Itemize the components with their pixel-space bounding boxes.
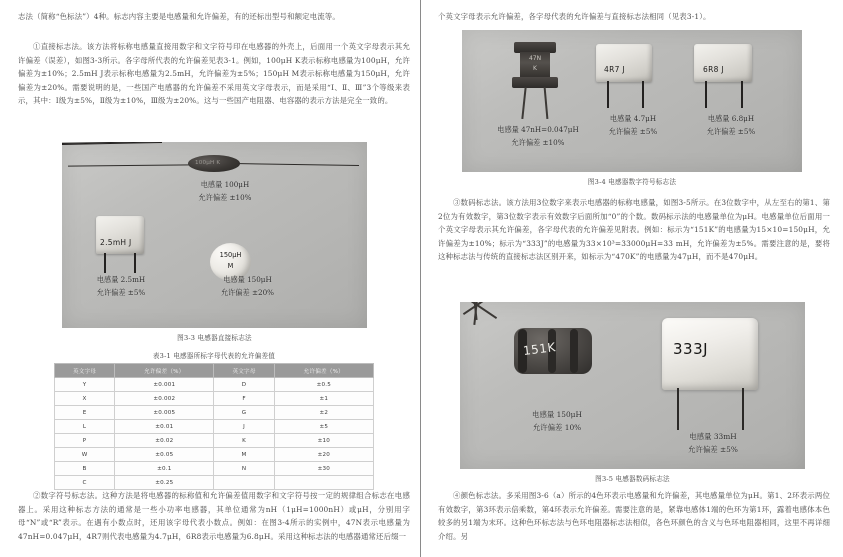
table-row: [55, 406, 374, 420]
table-cell: D: [214, 378, 274, 392]
table-header-cell: 英文字母: [55, 364, 115, 378]
table-cell: ±2: [274, 406, 373, 420]
table-cell: X: [55, 392, 115, 406]
inductor-47n-label-line1: 电感量 47nH=0.047μH: [497, 125, 579, 134]
inductor-150uh-label-line1: 电感量 150μH: [223, 275, 272, 284]
table-cell: F: [214, 392, 274, 406]
table-3-1: [54, 350, 374, 490]
figure-3-5-photo: [460, 302, 805, 469]
inductor-axial-100uh-print: 100μH K: [195, 160, 221, 166]
table-cell: ±0.1: [115, 462, 214, 476]
figure-3-3-caption: 图3-3 电感器直接标志法: [177, 334, 252, 342]
table-cell: K: [214, 434, 274, 448]
drum-flange-bottom: [512, 77, 558, 88]
tolerance-table: [54, 363, 374, 490]
inductor-block-pin-right: [134, 253, 136, 273]
left-paragraph-2: ①直接标志法。该方法将标称电感量直接用数字和文字符号印在电感器的外壳上，后面用一个英文字母表示其允许偏差（误差），如图3-3所示。各字母所代表的允许偏差见表3-1。例如，100μH K表示标称电感量为100μH，允许偏差为±10%；2.5mH J表示标称电感量为2.5mH，允许偏差为±5%；150μH M表示标称电感量为150μH，允许偏差为±20%。需要说明的是，一些国产电感器的允许偏差不采用英文字母表示，而是采用“Ⅰ、Ⅱ、Ⅲ”3个等级来表示，其中：Ⅰ级为±5%，Ⅱ级为±10%，Ⅲ级为±20%。这与一些国产电阻器、电容器的表示方法是完全一致的。: [18, 42, 410, 106]
block-4r7-pin-left: [607, 81, 609, 108]
figure-3-5: [460, 302, 805, 483]
table-cell: ±0.005: [115, 406, 214, 420]
table-row: [55, 462, 374, 476]
right-paragraph-2: ③数码标志法。该方法用3位数字来表示电感器的标称电感量，如图3-5所示。在3位数字中，从左至右的第1、第2位为有效数字，第3位数字表示有效数字后面所加“0”的个数。数码标示法的电感量单位为μH。电感量单位后面用一个英文字母表示其允许偏差，各字母代表的允许偏差见附表。例如：标示为“151K”的电感量为15×10=150μH，允许偏差为±10%；标示为“333J”的电感量为33×10³=33000μH=33 mH，允许偏差为±5%。需要注意的是，要将这种标志法与传统的直接标志法区别开来，如标示为“470K”的电感量为47μH，而不是470μH。: [438, 198, 830, 262]
table-cell: E: [55, 406, 115, 420]
inductor-100uh-label-line2: 允许偏差 ±10%: [198, 193, 252, 202]
axial-lead-left: [68, 164, 193, 166]
table-cell: N: [214, 462, 274, 476]
table-cell: ±0.001: [115, 378, 214, 392]
figure-3-5-caption: 图3-5 电感器数码标志法: [595, 475, 670, 483]
inductor-block-2-5mh: [96, 216, 144, 254]
color-band-3: [570, 329, 578, 373]
column-divider: [420, 0, 421, 557]
table-cell: G: [214, 406, 274, 420]
inductor-cyl-150uh-print-1: 150μH: [219, 251, 242, 259]
table-cell: W: [55, 448, 115, 462]
left-paragraph-3: ②数字符号标志法。这种方法是将电感器的标称值和允许偏差值用数字和文字符号按一定的规律组合标志在电感器上。采用这种标志方法的通常是一些小功率电感器，其单位通常为nH（1μH=1000nH）或μH，分别用字母“N”或“R”表示。在遇有小数点时，还用该字母代表小数点。例如：在图3-4所示的实例中，47N表示电感量为47nH=0.047μH，4R7则代表电感量为4.7μH，6R8表示电感量为6.8μH。采用这种标志法的电感器通常还后缀一: [18, 491, 410, 541]
inductor-333j-label-line2: 允许偏差 ±5%: [688, 445, 738, 454]
figure-3-3: [62, 142, 367, 342]
table-cell: J: [214, 420, 274, 434]
table-cell: ±0.5: [274, 378, 373, 392]
block-4r7-pin-right: [642, 81, 644, 108]
table-cell: M: [214, 448, 274, 462]
inductor-150uh-label-line2: 允许偏差 ±20%: [220, 288, 275, 297]
inductor-4r7-label-line2: 允许偏差 ±5%: [608, 127, 658, 136]
inductor-6r8-label-line2: 允许偏差 ±5%: [706, 127, 756, 136]
table-cell: ±0.002: [115, 392, 214, 406]
inductor-151k-label-line2: 允许偏差 10%: [532, 423, 582, 432]
inductor-47n-print-2: K: [533, 65, 537, 72]
table-cell: ±1: [274, 392, 373, 406]
inductor-block-333j: [662, 318, 758, 390]
figure-3-4-photo: [462, 30, 802, 172]
table-row: [55, 476, 374, 490]
inductor-2-5mh-label-line2: 允许偏差 ±5%: [96, 288, 146, 297]
inductor-333j-print: 333J: [673, 340, 709, 358]
figure-3-4: [462, 30, 802, 186]
table-header-cell: 允许偏差（%）: [115, 364, 214, 378]
table-cell: L: [55, 420, 115, 434]
drum-winding: [520, 52, 550, 78]
inductor-6r8-print: 6R8 J: [703, 65, 724, 74]
table-cell: P: [55, 434, 115, 448]
inductor-151k-print: 151K: [522, 340, 557, 358]
right-paragraph-3: ④颜色标志法。多采用图3-6（a）所示的4色环表示电感量和允许偏差，其电感量单位为μH。第1、2环表示两位有效数字，第3环表示倍乘数，第4环表示允许偏差。需要注意的是，紧靠电感体1端的色环为第1环，露着电感体本色较多的另1端为末环。这种色环标志法与色环电阻器标志法相似，各色环颜色的含义与色环电阻器相同，这里不再详细介绍。另: [438, 491, 830, 541]
table-row: [55, 420, 374, 434]
drum-pin-right: [544, 87, 548, 119]
left-column: [18, 0, 410, 557]
table-cell: ±20: [274, 448, 373, 462]
table-header-row: [55, 364, 374, 378]
figure-3-3-photo: [62, 142, 367, 328]
axial-lead-right: [234, 163, 359, 166]
inductor-4r7-label-line1: 电感量 4.7μH: [609, 114, 657, 123]
table-row: [55, 392, 374, 406]
inductor-2-5mh-label-line1: 电感量 2.5mH: [96, 275, 146, 284]
table-3-1-caption: 表3-1 电感器所标字母代表的允许偏差值: [152, 352, 276, 360]
right-paragraph-1: 个英文字母表示允许偏差，各字母代表的允许偏差与直接标志法相同（见表3-1）。: [438, 12, 711, 21]
table-cell: ±0.25: [115, 476, 214, 490]
table-cell: C: [55, 476, 115, 490]
inductor-4r7-print: 4R7 J: [604, 65, 625, 74]
table-header-cell: 允许偏差（%）: [274, 364, 373, 378]
block-333j-pin-right: [742, 388, 744, 430]
table-row: [55, 434, 374, 448]
table-cell: ±30: [274, 462, 373, 476]
inductor-block-2-5mh-print: 2.5mH J: [100, 238, 132, 247]
left-paragraph-1: 志法（简称“色标法”）4种。标志内容主要是电感量和允许偏差，有的还标出型号和额定电流等。: [18, 12, 340, 21]
inductor-100uh-label-line1: 电感量 100μH: [200, 180, 250, 189]
figure-3-4-caption: 图3-4 电感器数字符号标志法: [587, 178, 677, 186]
inductor-6r8-label-line1: 电感量 6.8μH: [707, 114, 755, 123]
inductor-333j-label-line1: 电感量 33mH: [689, 432, 737, 441]
drum-pin-left: [521, 87, 526, 119]
table-cell: Y: [55, 378, 115, 392]
inductor-47n-print-1: 47N: [528, 55, 542, 62]
table-cell: [214, 476, 274, 490]
inductor-axial-151k: [514, 328, 592, 374]
inductor-axial-100uh: [188, 155, 240, 172]
table-cell: B: [55, 462, 115, 476]
table-row: [55, 448, 374, 462]
table-row: [55, 378, 374, 392]
inductor-151k-label-line1: 电感量 150μH: [532, 410, 582, 419]
table-cell: ±0.02: [115, 434, 214, 448]
block-333j-pin-left: [677, 388, 679, 430]
inductor-block-4r7: [596, 44, 652, 82]
table-cell: ±5: [274, 420, 373, 434]
cyl-lead-bottom: [62, 142, 162, 145]
table-cell: ±0.01: [115, 420, 214, 434]
right-column: [438, 0, 830, 557]
inductor-block-pin-left: [104, 253, 106, 273]
block-6r8-pin-left: [705, 81, 707, 108]
inductor-47n-label-line2: 允许偏差 ±10%: [511, 138, 565, 147]
table-cell: ±10: [274, 434, 373, 448]
block-6r8-pin-right: [741, 81, 743, 108]
table-cell: ±0.05: [115, 448, 214, 462]
table-header-cell: 英文字母: [214, 364, 274, 378]
table-cell: [274, 476, 373, 490]
inductor-block-6r8: [694, 44, 752, 82]
inductor-cyl-150uh-print-2: M: [227, 262, 234, 270]
